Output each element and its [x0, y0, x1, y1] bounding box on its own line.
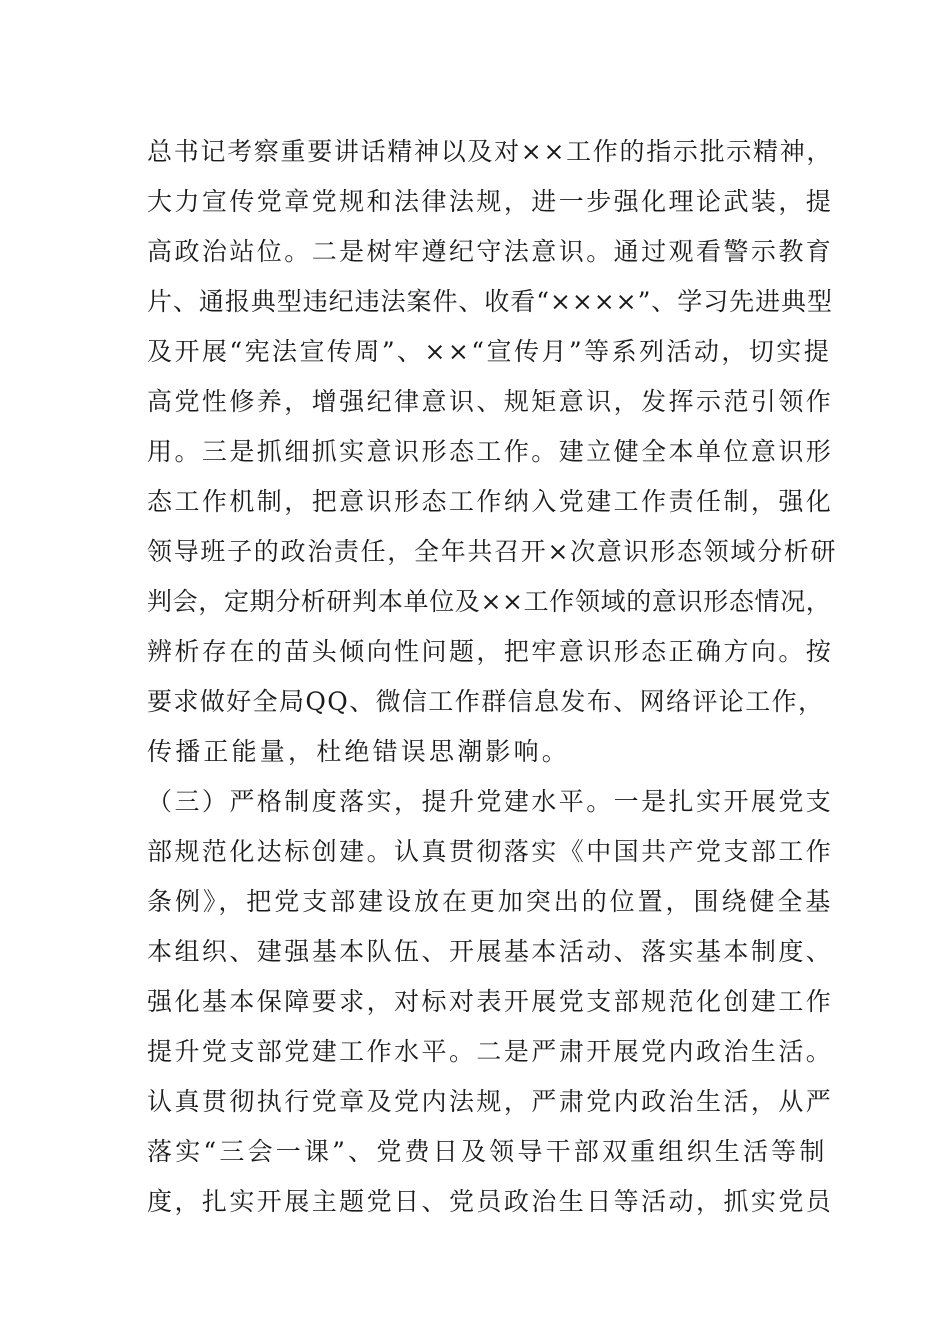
text-line: 提升党支部党建工作水平。二是严肃开展党内政治生活。	[147, 1037, 834, 1066]
text-line: 辨析存在的苗头倾向性问题，把牢意识形态正确方向。按	[147, 637, 834, 666]
text-line: 部规范化达标创建。认真贯彻落实《中国共产党支部工作	[147, 837, 834, 866]
section-heading-line: （三）严格制度落实，提升党建水平。一是扎实开展党支	[147, 787, 834, 816]
text-line: 态工作机制，把意识形态工作纳入党建工作责任制，强化	[147, 487, 834, 516]
text-line: 度，扎实开展主题党日、党员政治生日等活动，抓实党员	[147, 1187, 834, 1216]
text-line: 大力宣传党章党规和法律法规，进一步强化理论武装，提	[147, 187, 834, 216]
text-line: 强化基本保障要求，对标对表开展党支部规范化创建工作	[147, 987, 834, 1016]
text-line: 高党性修养，增强纪律意识、规矩意识，发挥示范引领作	[147, 387, 834, 416]
text-line: 片、通报典型违纪违法案件、收看“××××”、学习先进典型	[147, 287, 833, 316]
text-line: 传播正能量，杜绝错误思潮影响。	[147, 737, 571, 766]
text-line: 及开展“宪法宣传周”、××“宣传月”等系列活动，切实提	[147, 337, 832, 366]
text-line: 领导班子的政治责任，全年共召开×次意识形态领域分析研	[147, 537, 838, 566]
text-line: 总书记考察重要讲话精神以及对××工作的指示批示精神，	[147, 137, 834, 166]
text-line: 本组织、建强基本队伍、开展基本活动、落实基本制度、	[147, 937, 834, 966]
text-line: 要求做好全局QQ、微信工作群信息发布、网络评论工作，	[147, 687, 825, 716]
text-line: 用。三是抓细抓实意识形态工作。建立健全本单位意识形	[147, 437, 834, 466]
text-line: 条例》，把党支部建设放在更加突出的位置，围绕健全基	[147, 887, 834, 916]
text-line: 落实“三会一课”、党费日及领导干部双重组织生活等制	[147, 1137, 828, 1166]
text-line: 判会，定期分析研判本单位及××工作领域的意识形态情况，	[147, 587, 832, 616]
text-line: 高政治站位。二是树牢遵纪守法意识。通过观看警示教育	[147, 237, 834, 266]
text-line: 认真贯彻执行党章及党内法规，严肃党内政治生活，从严	[147, 1087, 834, 1116]
